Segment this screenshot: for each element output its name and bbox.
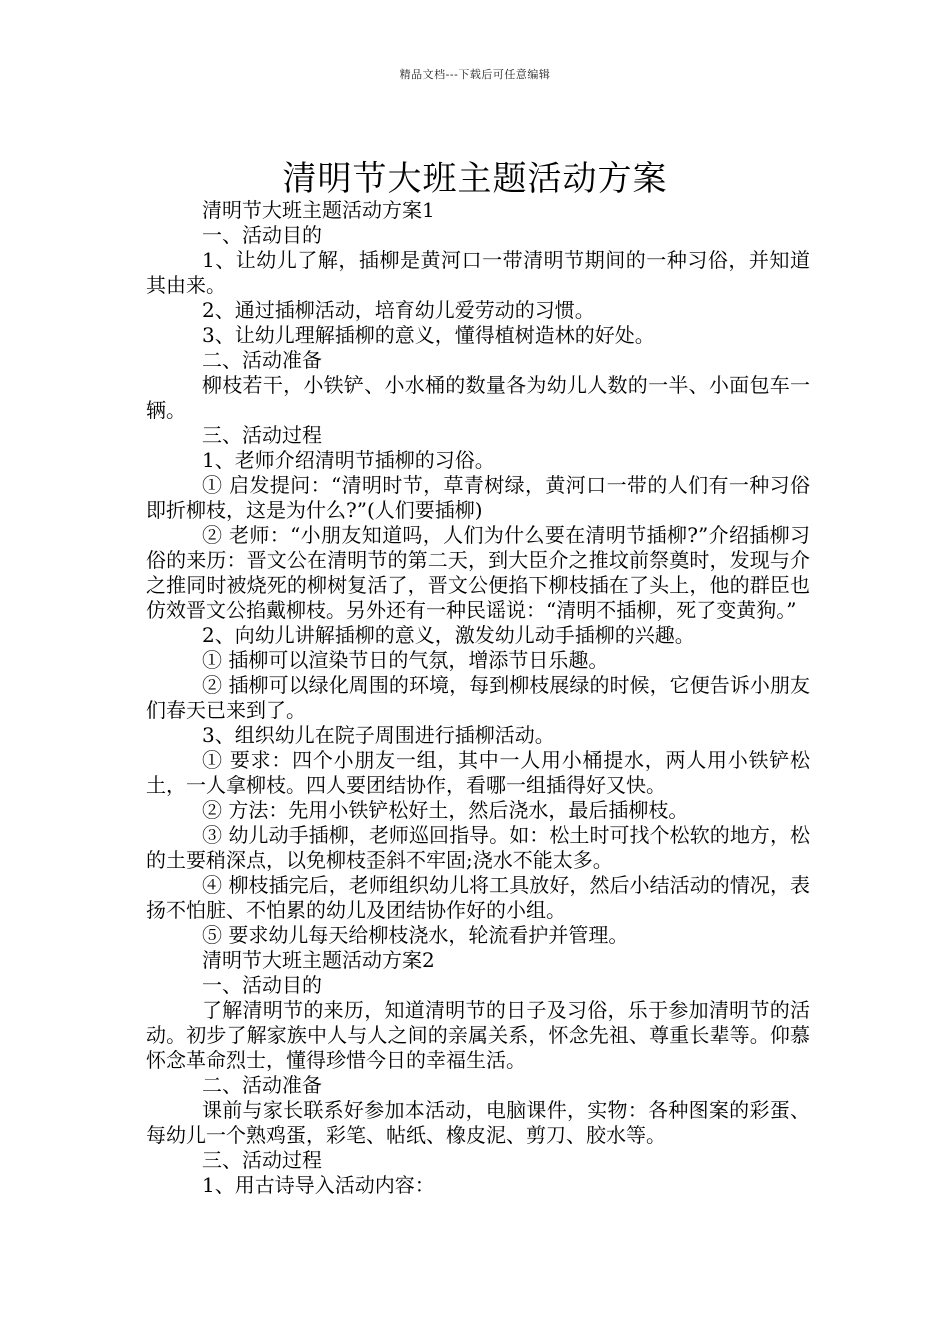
paragraph: ⑤ 要求幼儿每天给柳枝浇水，轮流看护并管理。 [202,923,629,947]
paragraph: 2、通过插柳活动，培育幼儿爱劳动的习惯。 [202,298,595,322]
section-heading-preparation: 二、活动准备 [202,348,322,372]
plan-heading-1: 清明节大班主题活动方案1 [202,198,435,222]
paragraph: 1、让幼儿了解，插柳是黄河口一带清明节期间的一种习俗，并知道其由来。 [146,248,810,297]
section-heading-process: 三、活动过程 [202,1148,322,1172]
section-heading-goals: 一、活动目的 [202,973,322,997]
paragraph: ③ 幼儿动手插柳，老师巡回指导。如：松土时可找个松软的地方，松的土要稍深点，以免柳枝歪斜不牢固;浇水不能太多。 [146,823,810,872]
document-body [146,198,810,1198]
paragraph: 2、向幼儿讲解插柳的意义，激发幼儿动手插柳的兴趣。 [202,623,695,647]
paragraph: 柳枝若干，小铁铲、小水桶的数量各为幼儿人数的一半、小面包车一辆。 [146,373,810,422]
paragraph: 1、用古诗导入活动内容： [202,1173,435,1197]
paragraph: 3、组织幼儿在院子周围进行插柳活动。 [202,723,555,747]
section-heading-process: 三、活动过程 [202,423,322,447]
paragraph: 1、老师介绍清明节插柳的习俗。 [202,448,495,472]
header-note: 精品文档---下载后可任意编辑 [399,68,551,81]
plan-heading-2: 清明节大班主题活动方案2 [202,948,435,972]
paragraph: ② 插柳可以绿化周围的环境，每到柳枝展绿的时候，它便告诉小朋友们春天已来到了。 [146,673,810,722]
paragraph: 课前与家长联系好参加本活动，电脑课件，实物：各种图案的彩蛋、每幼儿一个熟鸡蛋，彩笔、帖纸、橡皮泥、剪刀、胶水等。 [146,1098,810,1147]
paragraph: 3、让幼儿理解插柳的意义，懂得植树造林的好处。 [202,323,655,347]
paragraph: ① 要求：四个小朋友一组，其中一人用小桶提水，两人用小铁铲松土，一人拿柳枝。四人要团结协作，看哪一组插得好又快。 [146,748,810,797]
document-title: 清明节大班主题活动方案 [282,158,668,199]
paragraph: ② 方法：先用小铁铲松好土，然后浇水，最后插柳枝。 [202,798,689,822]
paragraph: ④ 柳枝插完后，老师组织幼儿将工具放好，然后小结活动的情况，表扬不怕脏、不怕累的幼儿及团结协作好的小组。 [146,873,810,922]
paragraph: ② 老师：“小朋友知道吗，人们为什么要在清明节插柳?”介绍插柳习俗的来历：晋文公在清明节的第二天，到大臣介之推坟前祭奠时，发现与介之推同时被烧死的柳树复活了，晋文公便掐下柳枝插在了头上，他的群臣也仿效晋文公掐戴柳枝。另外还有一种民谣说：“清明不插柳，死了变黄狗。” [146,523,810,622]
section-heading-preparation: 二、活动准备 [202,1073,322,1097]
paragraph: ① 启发提问：“清明时节，草青树绿，黄河口一带的人们有一种习俗即折柳枝，这是为什么?”(人们要插柳) [146,473,810,522]
paragraph: ① 插柳可以渲染节日的气氛，增添节日乐趣。 [202,648,609,672]
paragraph: 了解清明节的来历，知道清明节的日子及习俗，乐于参加清明节的活动。初步了解家族中人与人之间的亲属关系，怀念先祖、尊重长辈等。仰慕怀念革命烈士，懂得珍惜今日的幸福生活。 [146,998,810,1072]
section-heading-goals: 一、活动目的 [202,223,322,247]
